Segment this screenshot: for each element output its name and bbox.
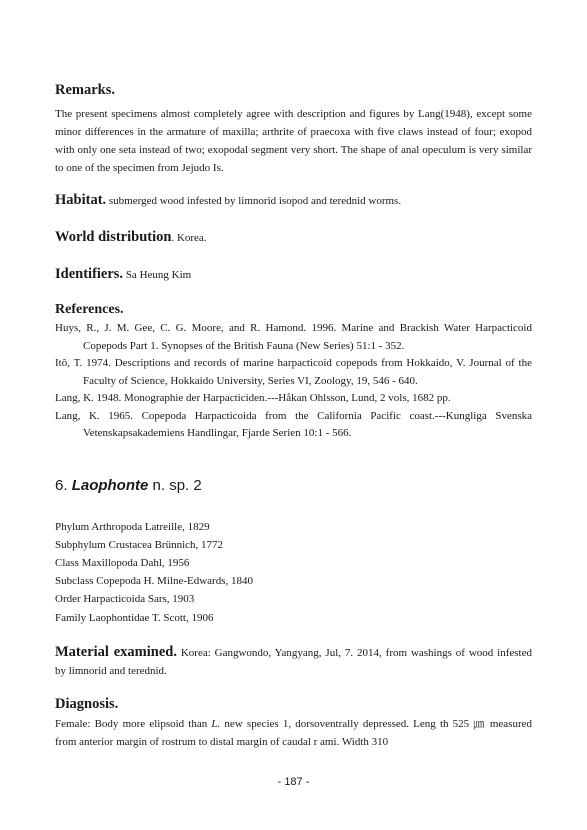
- taxonomy-line: Family Laophontidae T. Scott, 1906: [55, 611, 214, 624]
- species-heading: [55, 477, 532, 494]
- identifiers-text: Sa Heung Kim: [123, 269, 192, 281]
- identifiers-paragraph: [55, 265, 532, 284]
- page-number: - 187 -: [277, 776, 310, 788]
- remarks-heading: Remarks.: [55, 82, 116, 98]
- world-distribution-text: . Korea.: [171, 232, 207, 244]
- habitat-label: Habitat.: [55, 192, 107, 208]
- remarks-text: The present specimens almost completely agree with description and figures by Lang(1948), except some minor differences in the armature of maxilla; arthrite of praecoxa with five claws instead of four; exopod with only one seta instead of two; exopodal segment very short. The shape of anal opeculum is very similar to one of the specimen from Jejudo Is.: [55, 108, 532, 174]
- identifiers-label: Identifiers.: [55, 266, 124, 282]
- taxonomy-line: Class Maxillopoda Dahl, 1956: [55, 556, 190, 569]
- references-heading: References.: [55, 302, 124, 317]
- material-examined-text: Korea: Gangwondo, Yangyang, Jul, 7. 2014, from washings of wood infested by limnorid and terednid.: [55, 646, 532, 677]
- reference-item: Itô, T. 1974. Descriptions and records of marine harpacticoid copepods from Hokkaido, V. Journal of the Faculty of Science, Hokkaido University, Series VI, Zoology, 19, 546 - 640.: [55, 357, 532, 387]
- habitat-paragraph: [55, 191, 532, 210]
- diagnosis-text-b: new species 1, dorsoventrally depressed. Leng th 525 ㎛ measured from anterior margin of rostrum to distal margin of caudal r ami. Width 310: [55, 717, 532, 748]
- references-section: [55, 302, 532, 443]
- remarks-section: [55, 82, 532, 177]
- reference-item: Lang, K. 1948. Monographie der Harpacticiden.---Håkan Ohlsson, Lund, 2 vols, 1682 pp.: [55, 392, 451, 404]
- taxonomy-line: Phylum Arthropoda Latreille, 1829: [55, 520, 210, 533]
- world-distribution-paragraph: [55, 228, 532, 247]
- diagnosis-text-a: Female: Body more elipsoid than: [55, 717, 212, 730]
- reference-item: Lang, K. 1965. Copepoda Harpacticoida from the California Pacific coast.---Kungliga Svenska Vetenskapsakademiens Handlingar, Fjarde Serien 10:1 - 566.: [55, 409, 532, 439]
- diagnosis-text: [55, 715, 532, 751]
- taxonomy-line: Subphylum Crustacea Brünnich, 1772: [55, 538, 224, 551]
- species-suffix: n. sp. 2: [148, 476, 202, 494]
- habitat-text: submerged wood infested by limnorid isopod and terednid worms.: [106, 195, 402, 207]
- material-examined-label: Material examined.: [55, 643, 177, 660]
- taxonomy-line: Order Harpacticoida Sars, 1903: [55, 593, 195, 606]
- world-distribution-label: World distribution: [55, 229, 172, 245]
- material-examined-paragraph: [55, 643, 532, 680]
- taxonomy-list: [55, 518, 532, 627]
- reference-item: Huys, R., J. M. Gee, C. G. Moore, and R. Hamond. 1996. Marine and Brackish Water Harpacticoid Copepods Part 1. Synopses of the British Fauna (New Series) 51:1 - 352.: [55, 322, 532, 352]
- species-number: 6.: [55, 476, 68, 494]
- taxonomy-line: Subclass Copepoda H. Milne-Edwards, 1840: [55, 575, 253, 588]
- species-genus-name: Laophonte: [71, 476, 149, 494]
- diagnosis-text-italic: L.: [211, 717, 221, 730]
- diagnosis-section: [55, 696, 532, 751]
- diagnosis-heading: Diagnosis.: [55, 695, 119, 712]
